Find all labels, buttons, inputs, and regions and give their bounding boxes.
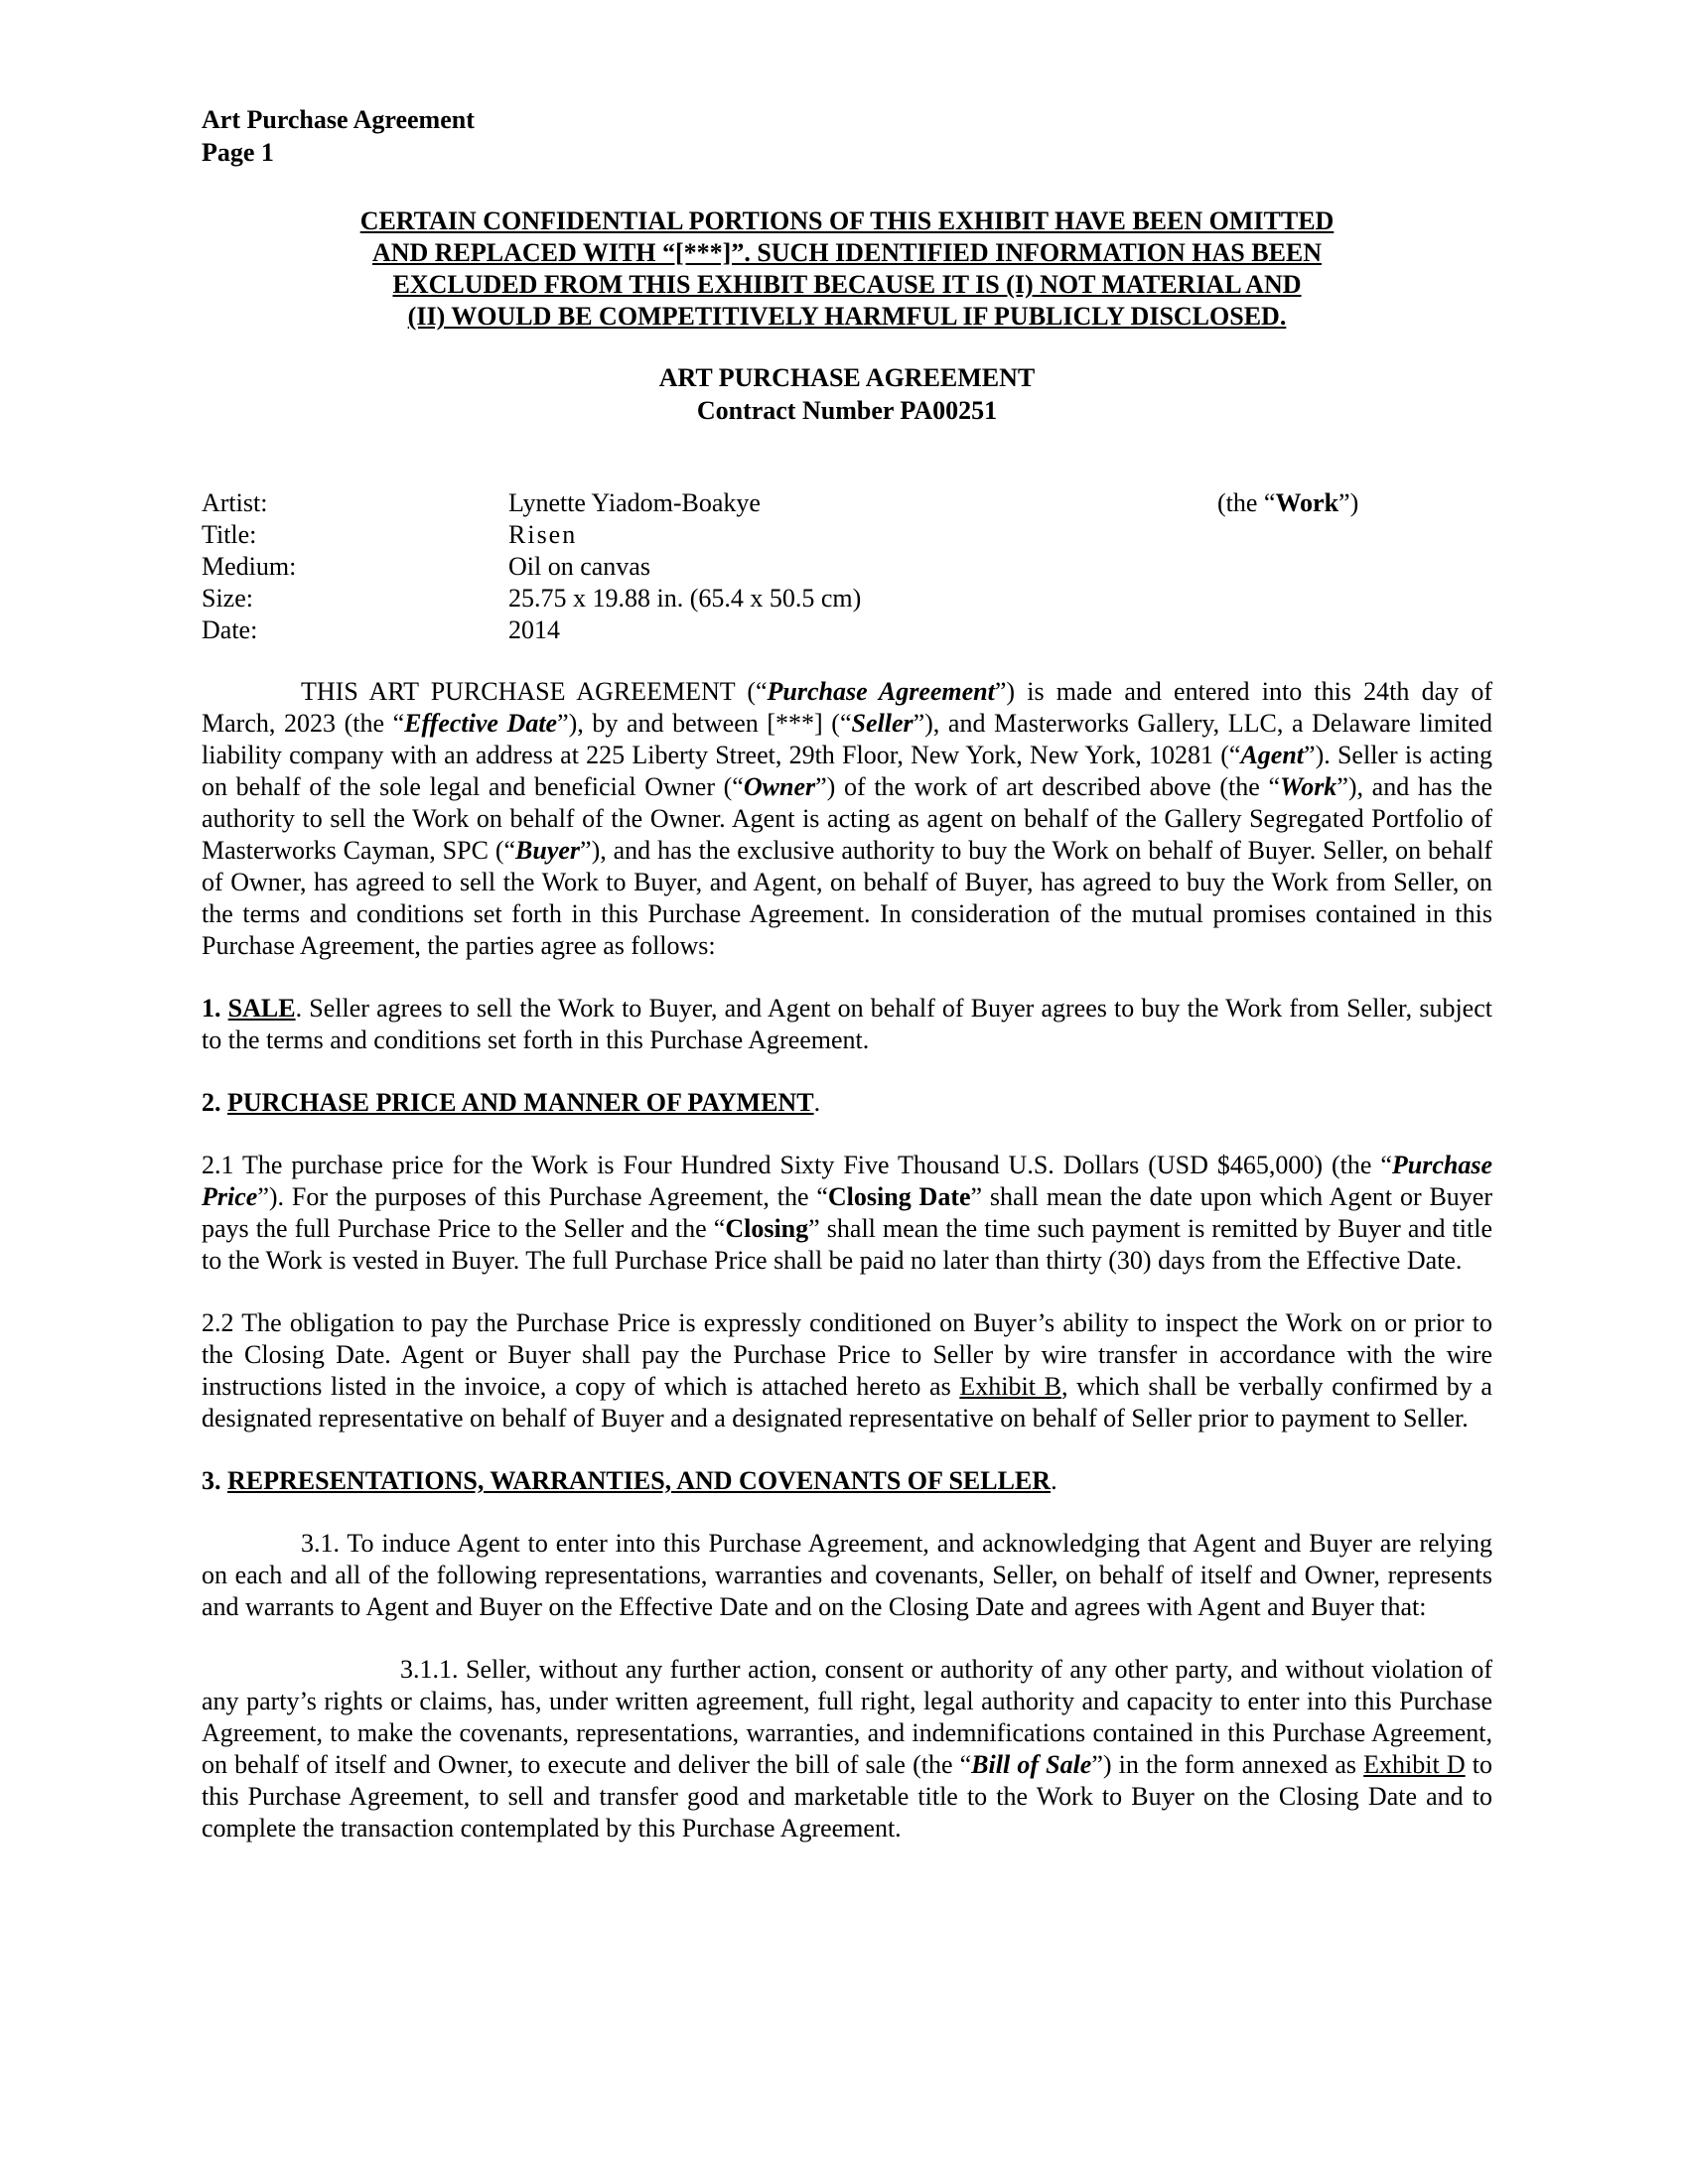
paragraph-3-1-1: 3.1.1. Seller, without any further action, consent or authority of any other party, and without violation of any party’s rights or claims, has, under written agreement, full right, legal authority and capacity to enter into this Purchase Agreement, to make the covenants, representations, warranties, and indemnifications contained in this Purchase Agreement, on behalf of itself and Owner, to execute and deliver the bill of sale (the “Bill of Sale”) in the form annexed as Exhibit D to this Purchase Agreement, to sell and transfer good and marketable title to the Work to Buyer on the Closing Date and to complete the transaction contemplated by this Purchase Agreement. [202,1655,1492,1843]
exhibit-b-reference: Exhibit B [959,1372,1061,1401]
work-value: Oil on canvas [508,552,650,581]
work-row-medium [202,551,1492,583]
work-label: Size: [202,584,253,613]
paragraph-3-1: 3.1. To induce Agent to enter into this Purchase Agreement, and acknowledging that Agent and Buyer are relying on each and all of the following representations, warranties and covenants, Seller, on behalf of itself and Owner, represents and warrants to Agent and Buyer on the Effective Date and on the Closing Date and agrees with Agent and Buyer that: [202,1529,1492,1621]
intro-paragraph: THIS ART PURCHASE AGREEMENT (“Purchase Agreement”) is made and entered into this 24th day of March, 2023 (the “Effective Date”), by and between [***] (“Seller”), and Masterworks Gallery, LLC, a Delaware limited liability company with an address at 225 Liberty Street, 29th Floor, New York, New York, 10281 (“Agent”). Seller is acting on behalf of the sole legal and beneficial Owner (“Owner”) of the work of art described above (the “Work”), and has the authority to sell the Work on behalf of the Owner. Agent is acting as agent on behalf of the Gallery Segregated Portfolio of Masterworks Cayman, SPC (“Buyer”), and has the exclusive authority to buy the Work on behalf of Buyer. Seller, on behalf of Owner, has agreed to sell the Work to Buyer, and Agent, on behalf of Buyer, has agreed to buy the Work from Seller, on the terms and conditions set forth in this Purchase Agreement. In consideration of the mutual promises contained in this Purchase Agreement, the parties agree as follows: [202,677,1493,960]
document-title-block [202,361,1492,427]
section-heading: SALE [227,994,296,1023]
confidentiality-notice [202,205,1492,333]
section-1-sale: 1. SALE. Seller agrees to sell the Work to Buyer, and Agent on behalf of Buyer agrees to buy the Work from Seller, subject to the terms and conditions set forth in this Purchase Agreement. [202,994,1492,1054]
document-title: ART PURCHASE AGREEMENT [658,363,1036,392]
work-details [202,487,1492,646]
work-label: Date: [202,615,258,644]
running-header [202,103,475,169]
paragraph-2-2: 2.2 The obligation to pay the Purchase Price is expressly conditioned on Buyer’s ability to inspect the Work on or prior to the Closing Date. Agent or Buyer shall pay the Purchase Price to Seller by wire transfer in accordance with the wire instructions listed in the invoice, a copy of which is attached hereto as Exhibit B, which shall be verbally confirmed by a designated representative on behalf of Buyer and a designated representative on behalf of Seller prior to payment to Seller. [202,1308,1492,1433]
work-value: Risen [508,520,578,549]
header-page-number: Page 1 [202,138,274,167]
exhibit-d-reference: Exhibit D [1363,1750,1466,1779]
header-title: Art Purchase Agreement [202,105,475,134]
work-value: 25.75 x 19.88 in. (65.4 x 50.5 cm) [508,584,862,613]
section-2-heading: 2. PURCHASE PRICE AND MANNER OF PAYMENT. [202,1088,821,1117]
work-row-artist [202,487,1492,519]
work-value: Lynette Yiadom-Boakye [508,488,761,517]
agreement-body [202,676,1492,1875]
work-row-date [202,614,1492,646]
work-row-title [202,519,1492,551]
notice-line: AND REPLACED WITH “[***]”. SUCH IDENTIFIED INFORMATION HAS BEEN [371,238,1323,267]
work-row-size [202,583,1492,614]
work-label: Artist: [202,488,268,517]
notice-line: CERTAIN CONFIDENTIAL PORTIONS OF THIS EXHIBIT HAVE BEEN OMITTED [359,206,1335,235]
work-value: 2014 [508,615,560,644]
contract-number: Contract Number PA00251 [696,396,998,425]
work-label: Medium: [202,552,297,581]
notice-line: EXCLUDED FROM THIS EXHIBIT BECAUSE IT IS (I) NOT MATERIAL AND [392,270,1302,299]
section-3-heading: 3. REPRESENTATIONS, WARRANTIES, AND COVENANTS OF SELLER. [202,1466,1057,1495]
work-label: Title: [202,520,257,549]
paragraph-2-1: 2.1 The purchase price for the Work is Four Hundred Sixty Five Thousand U.S. Dollars (USD $465,000) (the “Purchase Price”). For the purposes of this Purchase Agreement, the “Closing Date” shall mean the date upon which Agent or Buyer pays the full Purchase Price to the Seller and the “Closing” shall mean the time such payment is remitted by Buyer and title to the Work is vested in Buyer. The full Purchase Price shall be paid no later than thirty (30) days from the Effective Date. [202,1151,1492,1275]
work-definition-note: (the “Work”) [1217,488,1359,517]
notice-line: (II) WOULD BE COMPETITIVELY HARMFUL IF PUBLICLY DISCLOSED. [407,302,1287,331]
